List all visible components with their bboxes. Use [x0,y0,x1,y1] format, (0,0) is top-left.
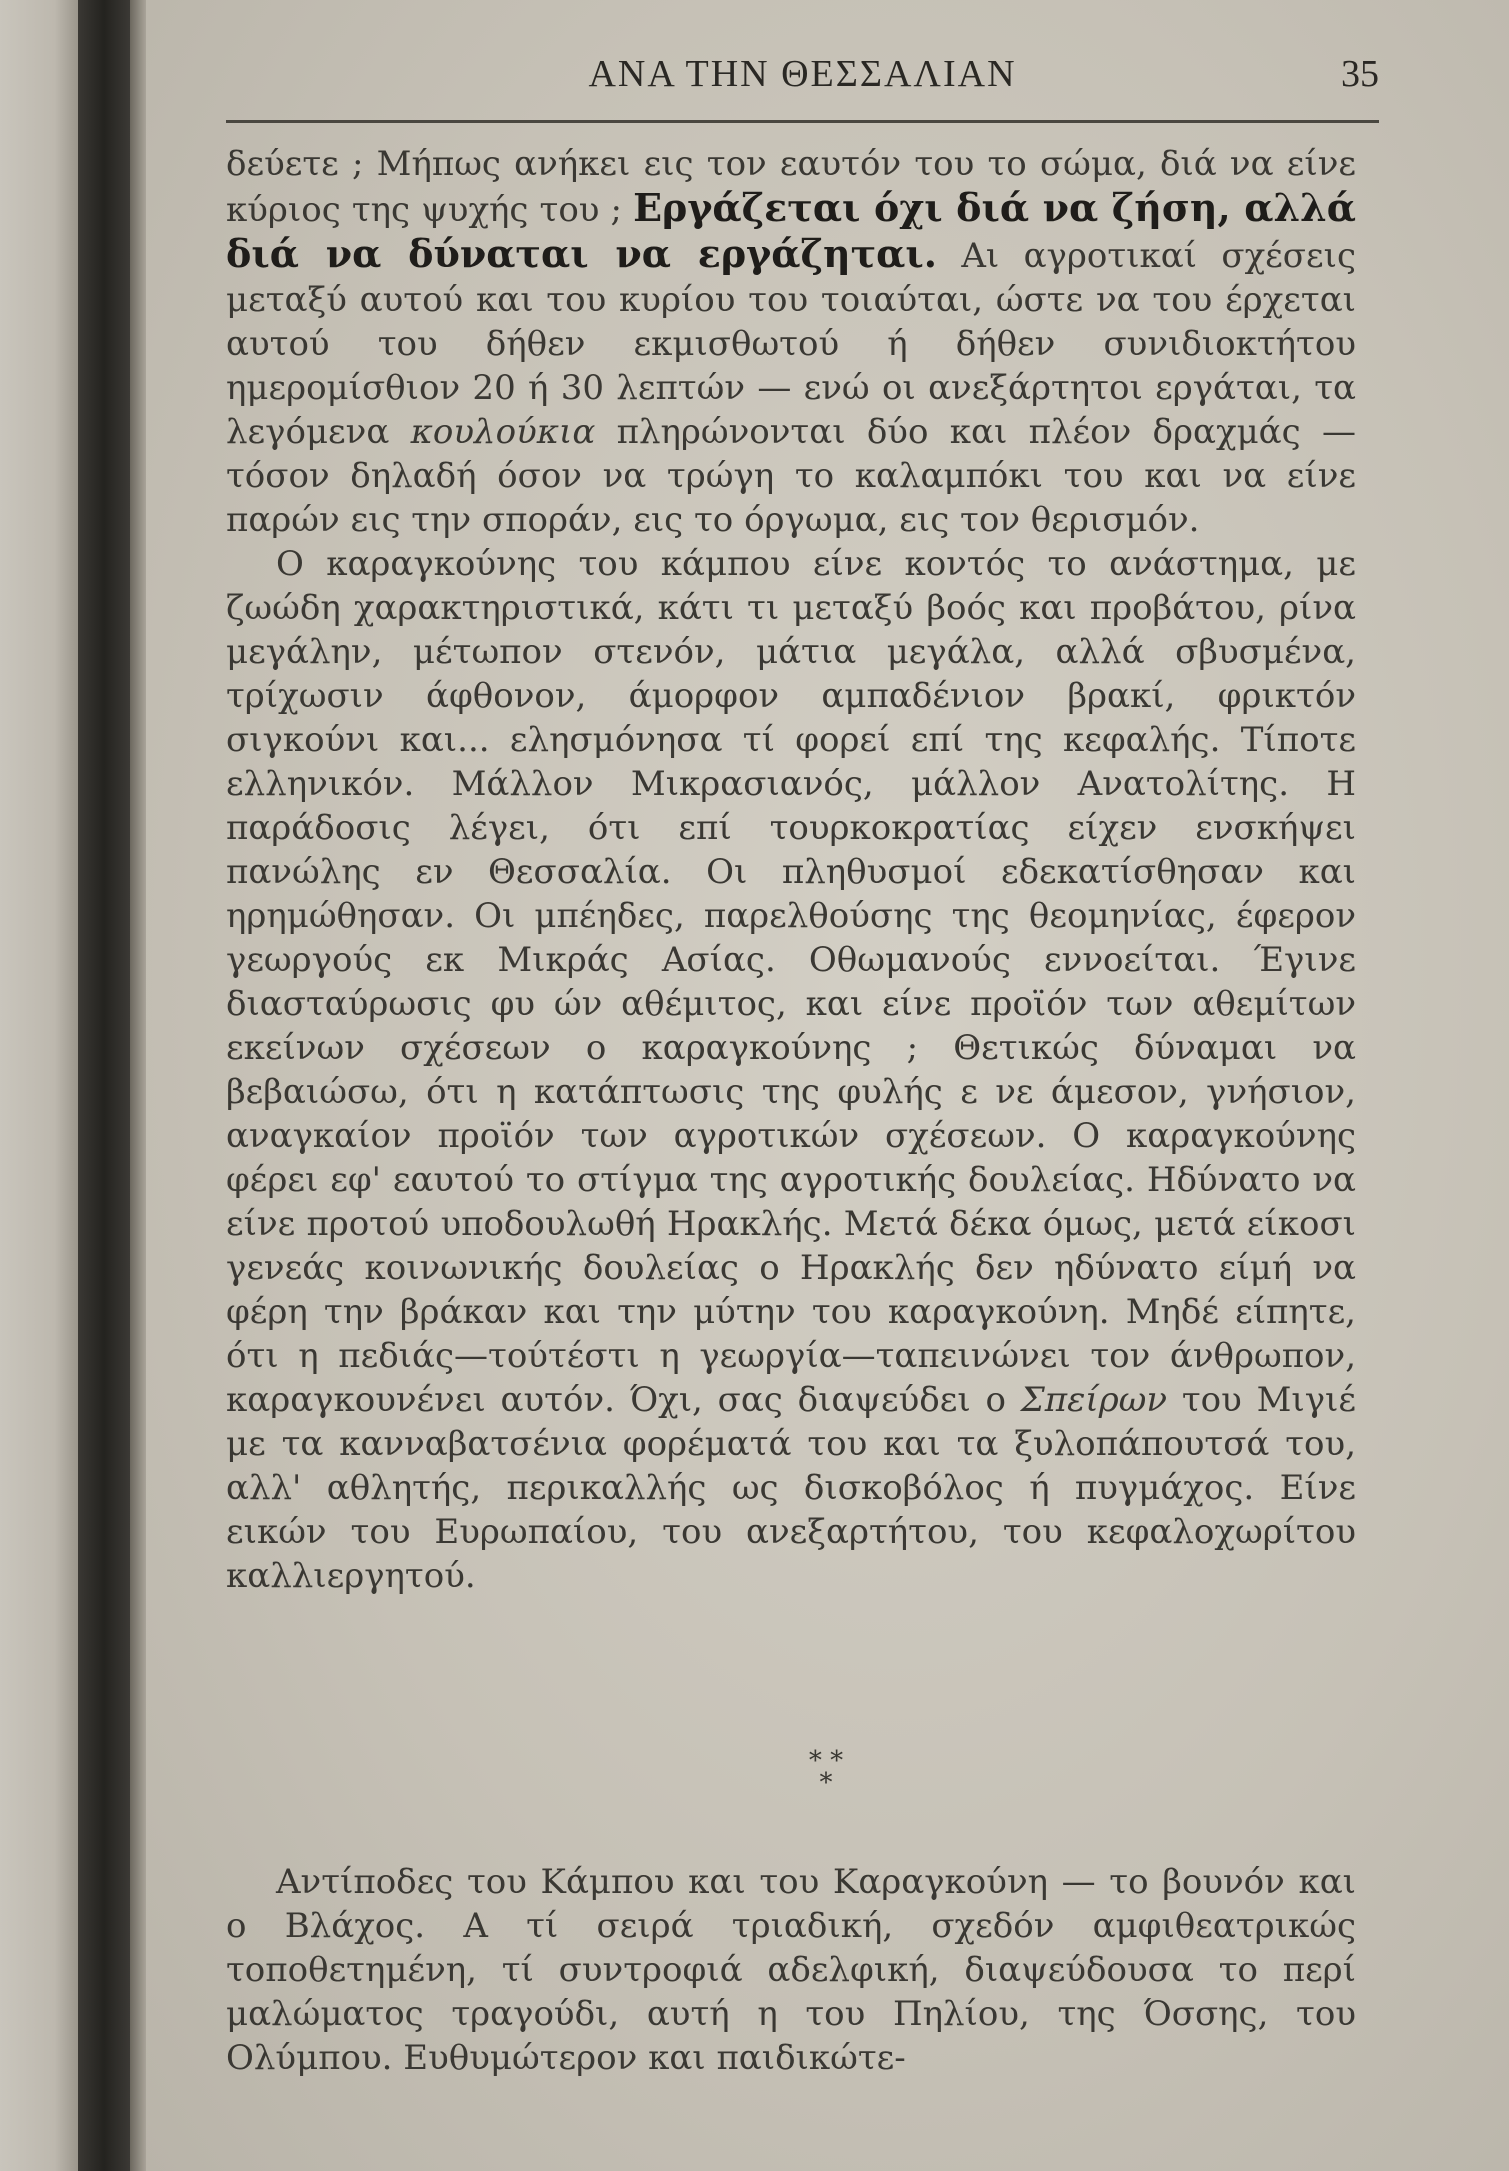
section-separator-asterisks: * * * [808,1746,844,1798]
main-text-continued [226,1860,1356,2080]
paragraph-2-text-a: Ο καραγκούνης του κάμπου είνε κοντός το ανάστημα, με ζωώδη χαρακτηριστικά, κάτι τι μεταξύ βοός και προβάτου, ρίνα μεγάλην, μέτωπον στενόν, μάτια μεγάλα, αλλά σβυσμένα, τρίχωσιν άφθονον, άμορφον αμπαδένιον βρακί, φρικτόν σιγκούνι και... ελησμόνησα τί φορεί επί της κεφαλής. Τίποτε ελληνικόν. Μάλλον Μικρασιανός, μάλλον Ανατολίτης. Η παράδοσις λέγει, ότι επί τουρκοκρατίας είχεν ενσκήψει πανώλης εν Θεσσαλία. Οι πληθυσμοί εδεκατίσθησαν και ηρημώθησαν. Οι μπέηδες, παρελθούσης της θεομηνίας, έφερον γεωργούς εκ Μικράς Ασίας. Οθωμανούς εννοείται. Έγινε διασταύρωσις φυ ών αθέμιτος, και είνε προϊόν των αθεμίτων εκείνων σχέσεων ο καραγκούνης ; Θετικώς δύναμαι να βεβαιώσω, ότι η κατάπτωσις της φυλής ε νε άμεσον, γνήσιον, αναγκαίον προϊόν των αγροτικών σχέσεων. Ο καραγκούνης φέρει εφ' εαυτού το στίγμα της αγροτικής δουλείας. Ηδύνατο να είνε προτού υποδουλωθή Ηρακλής. Μετά δέκα όμως, μετά είκοσι γενεάς κοινωνικής δουλείας ο Ηρακλής δεν ηδύνατο είμή να φέρη την βράκαν και την μύτην του καραγκούνη. Μηδέ είπητε, ότι η πεδιάς—τούτέστι η γεωργία—ταπεινώνει τον άνθρωπον, καραγκουνένει αυτόν. Όχι, σας διαψεύδει ο [226,544,1356,1420]
page-number: 35 [1341,53,1379,95]
italic-term: κουλούκια [410,412,596,452]
page-header [226,40,1379,100]
paragraph-1-text-c: πληρώνονται δύο και πλέον δραχμάς — τόσον δηλαδή όσον να τρώγη το καλαμπόκι του και να είνε παρών εις την σποράν, εις το όργωμα, εις τον θερισμόν. [226,412,1356,540]
paragraph-2-text-b: του Μιγιέ με τα κανναβατσένια φορέματά του και τα ξυλοπάπουτσά του, αλλ' αθλητής, περικαλλής ως δισκοβόλος ή πυγμάχος. Είνε εικών του Ευρωπαίου, του ανεξαρτήτου, του κεφαλοχωρίτου καλλιεργητού. [226,1380,1356,1596]
paragraph-1-text-b: Αι αγροτικαί σχέσεις μεταξύ αυτού και του κυρίου του τοιαύται, ώστε να του έρχεται αυτού του δήθεν εκμισθωτού ή δήθεν συνιδιοκτήτου ημερομίσθιον 20 ή 30 λεπτών — ενώ οι ανεξάρτητοι εργάται, τα λεγόμενα [226,236,1356,452]
italic-title: Σπείρων [1020,1380,1168,1420]
main-text [226,142,1356,1598]
book-binding [78,0,130,2171]
page-margin-left [0,0,78,2171]
paragraph-3: Αντίποδες του Κάμπου και του Καραγκούνη — το βουνόν και ο Βλάχος. Α τί σειρά τριαδική, σχεδόν αμφιθεατρικώς τοποθετημένη, τί συντροφιά αδελφική, διαψεύδουσα το περί μαλώματος τραγούδι, αυτή η του Πηλίου, της Όσσης, του Ολύμπου. Ευθυμώτερον και παιδικώτε- [226,1862,1356,2078]
page-fold-edge [130,0,146,2171]
paragraph-1-text-a: δεύετε ; Μήπως ανήκει εις τον εαυτόν του το σώμα, διά να είνε κύριος της ψυχής του ; [226,144,1356,230]
bold-emphasis: Εργάζεται όχι διά να ζήση, αλλά διά να δύναται να εργάζηται. [226,185,1356,276]
paragraph-2 [226,542,1356,1598]
paragraph-1 [226,142,1356,542]
running-title: ΑΝΑ ΤΗΝ ΘΕΣΣΑΛΙΑΝ [588,53,1017,95]
header-rule [226,120,1379,123]
book-page [146,0,1509,2171]
